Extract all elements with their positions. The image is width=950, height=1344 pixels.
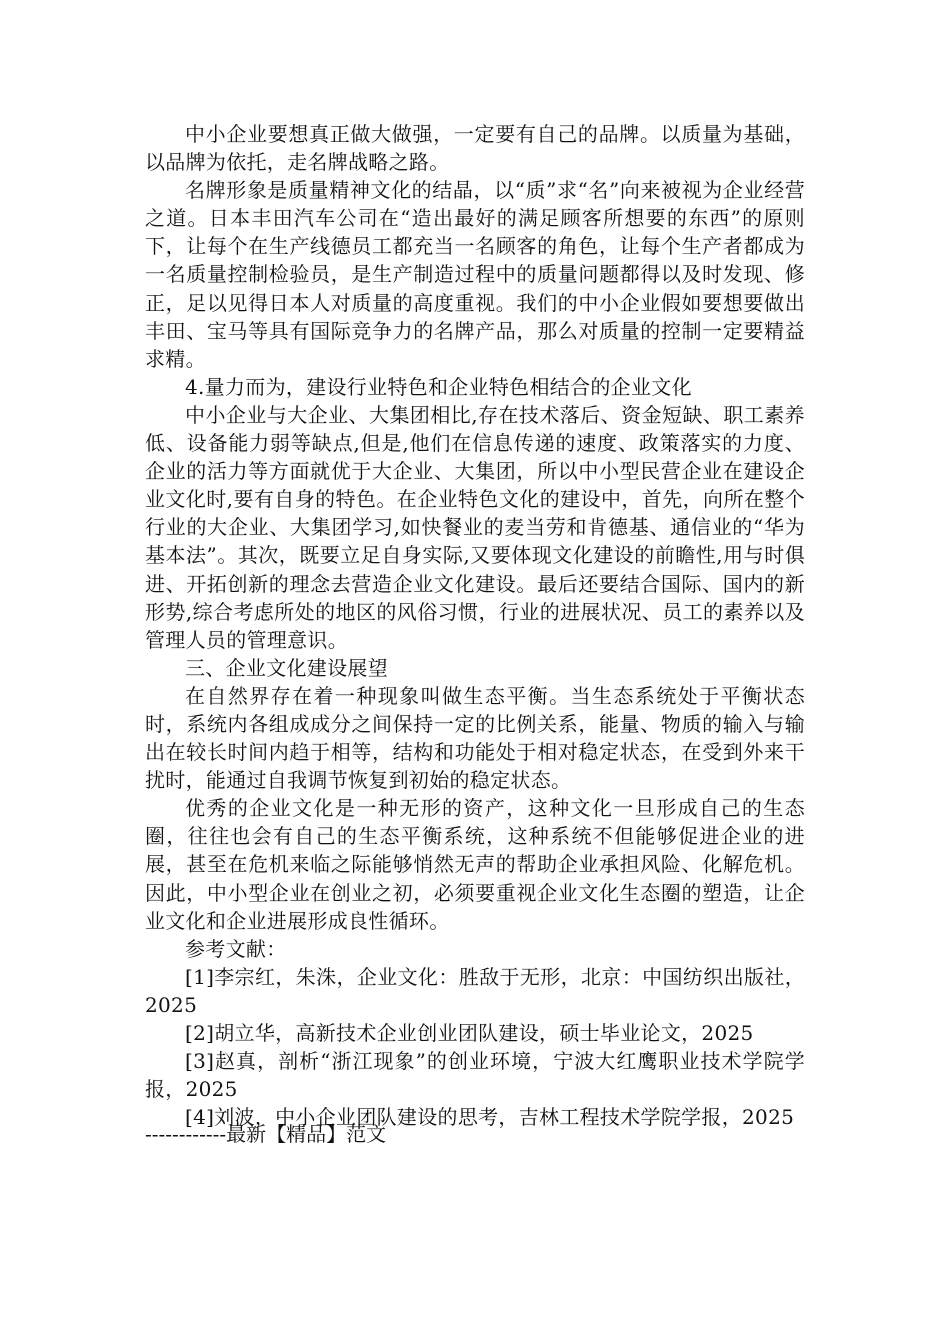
- references-heading: 参考文献：: [185, 936, 287, 961]
- section-heading-outlook: 三、企业文化建设展望: [185, 655, 388, 680]
- section-heading-4: 4.量力而为，建设行业特色和企业特色相结合的企业文化: [185, 374, 692, 399]
- paragraph-characteristics: 中小企业与大企业、大集团相比,存在技术落后、资金短缺、职工素养低、设备能力弱等缺点,但是,他们在信息传递的速度、政策落实的力度、企业的活力等方面就优于大企业、大集团，所以中小型民营企业在建设企业文化时,要有自身的特色。在企业特色文化的建设中，首先，向所在整个行业的大企业、大集团学习,如快餐业的麦当劳和肯德基、通信业的“华为基本法”。其次，既要立足自身实际,又要体现文化建设的前瞻性,用与时俱进、开拓创新的理念去营造企业文化建设。最后还要结合国际、国内的新形势,综合考虑所处的地区的风俗习惯，行业的进展状况、员工的素养以及管理人员的管理意识。: [145, 402, 805, 652]
- paragraph-quality: 名牌形象是质量精神文化的结晶，以“质”求“名”向来被视为企业经营之道。日本丰田汽车公司在“造出最好的满足顾客所想要的东西”的原则下，让每个在生产线德员工都充当一名顾客的角色，让每个生产者都成为一名质量控制检验员，是生产制造过程中的质量问题都得以及时发现、修正，足以见得日本人对质量的高度重视。我们的中小企业假如要想要做出丰田、宝马等具有国际竞争力的名牌产品，那么对质量的控制一定要精益求精。: [145, 178, 805, 371]
- footer-text: ------------最新【精品】范文: [145, 1122, 387, 1146]
- reference-item: [1]李宗红，朱洙，企业文化：胜敌于无形，北京：中国纺织出版社，2025: [145, 964, 805, 1017]
- paragraph-ecology: 在自然界存在着一种现象叫做生态平衡。当生态系统处于平衡状态时，系统内各组成成分之间保持一定的比例关系，能量、物质的输入与输出在较长时间内趋于相等，结构和功能处于相对稳定状态，在受到外来干扰时，能通过自我调节恢复到初始的稳定状态。: [145, 683, 805, 793]
- reference-item: [4]刘波，中小企业团队建设的思考，吉林工程技术学院学报，2025: [185, 1105, 795, 1130]
- paragraph-brand: 中小企业要想真正做大做强，一定要有自己的品牌。以质量为基础，以品牌为依托，走名牌战略之路。: [145, 122, 805, 175]
- paragraph-culture-asset: 优秀的企业文化是一种无形的资产，这种文化一旦形成自己的生态圈，往往也会有自己的生态平衡系统，这种系统不但能够促进企业的进展，甚至在危机来临之际能够悄然无声的帮助企业承担风险、化解危机。因此，中小型企业在创业之初，必须要重视企业文化生态圈的塑造，让企业文化和企业进展形成良性循环。: [145, 796, 805, 933]
- reference-item: [2]胡立华，高新技术企业创业团队建设，硕士毕业论文，2025: [185, 1021, 754, 1045]
- document-body: [145, 120, 805, 1131]
- reference-item: [3]赵真，剖析“浙江现象”的创业环境，宁波大红鹰职业技术学院学报，2025: [145, 1049, 805, 1102]
